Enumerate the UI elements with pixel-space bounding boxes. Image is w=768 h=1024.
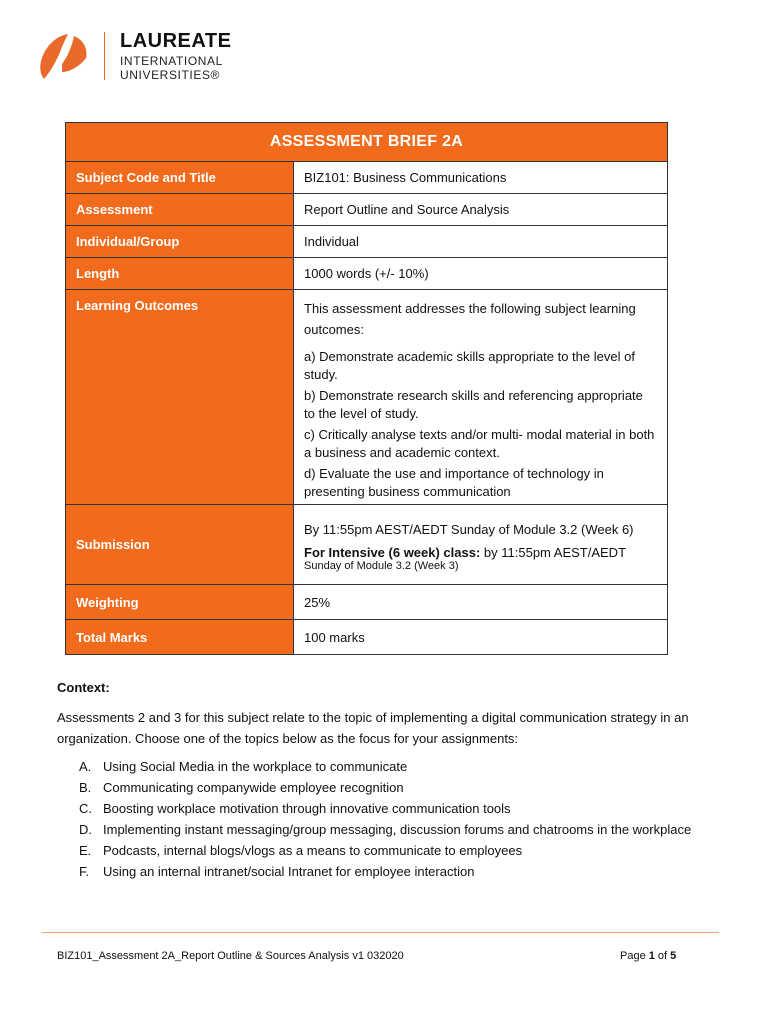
context-section [57, 680, 697, 883]
row-assessment [66, 194, 668, 226]
list-item [57, 757, 697, 778]
value-total-marks: 100 marks [294, 620, 668, 655]
value-assessment: Report Outline and Source Analysis [294, 194, 668, 226]
topic-letter: F. [79, 864, 90, 879]
page-current: 1 [648, 950, 655, 962]
value-length: 1000 words (+/- 10%) [294, 258, 668, 290]
value-group: Individual [294, 226, 668, 258]
footer-divider [42, 932, 719, 933]
footer-document-name: BIZ101_Assessment 2A_Report Outline & Sources Analysis v1 032020 [57, 950, 404, 962]
topic-text: Communicating companywide employee recognition [103, 780, 404, 795]
label-learning-outcomes: Learning Outcomes [66, 290, 294, 505]
topic-text: Using an internal intranet/social Intranet for employee interaction [103, 864, 475, 879]
label-weighting: Weighting [66, 585, 294, 620]
topic-text: Implementing instant messaging/group messaging, discussion forums and chatrooms in the workplace [103, 822, 692, 837]
topic-letter: D. [79, 822, 92, 837]
outcome-item: a) Demonstrate academic skills appropriate to the level of study. [304, 349, 635, 382]
outcome-item: c) Critically analyse texts and/or multi- modal material in both a business and academic context. [304, 427, 655, 460]
list-item [57, 799, 697, 820]
submission-deadline: By 11:55pm AEST/AEDT Sunday of Module 3.2 (Week 6) [304, 521, 634, 537]
value-weighting: 25% [294, 585, 668, 620]
page-word: Page [620, 950, 649, 962]
topic-text: Podcasts, internal blogs/vlogs as a means to communicate to employees [103, 843, 523, 858]
outcome-item: d) Evaluate the use and importance of technology in presenting business communication [304, 466, 604, 499]
brief-title: ASSESSMENT BRIEF 2A [66, 123, 668, 162]
row-submission [66, 505, 668, 585]
intensive-deadline: by 11:55pm AEST/AEDT [480, 544, 627, 560]
assessment-brief-table [65, 122, 668, 655]
row-learning-outcomes [66, 290, 668, 505]
row-subject [66, 162, 668, 194]
list-item [57, 841, 697, 862]
topic-letter: B. [79, 780, 92, 795]
label-total-marks: Total Marks [66, 620, 294, 655]
label-group: Individual/Group [66, 226, 294, 258]
intensive-deadline-week: Sunday of Module 3.2 (Week 3) [304, 559, 459, 572]
intensive-label: For Intensive (6 week) class: [304, 544, 481, 560]
page-total: 5 [670, 950, 677, 962]
list-item [57, 778, 697, 799]
outcome-item: b) Demonstrate research skills and referencing appropriate to the level of study. [304, 388, 643, 421]
label-length: Length [66, 258, 294, 290]
row-group [66, 226, 668, 258]
row-weighting [66, 585, 668, 620]
logo-divider [104, 32, 105, 80]
logo-text-laureate: LAUREATE [120, 30, 232, 52]
laureate-leaf-icon [38, 32, 90, 80]
topic-letter: C. [79, 801, 92, 816]
label-assessment: Assessment [66, 194, 294, 226]
row-length [66, 258, 668, 290]
value-subject: BIZ101: Business Communications [294, 162, 668, 194]
outcomes-intro: This assessment addresses the following subject learning outcomes: [304, 301, 636, 337]
submission-intensive [304, 545, 657, 560]
value-submission [294, 505, 668, 585]
laureate-logo [38, 30, 238, 82]
logo-text-universities: UNIVERSITIES® [120, 68, 220, 82]
topic-text: Boosting workplace motivation through innovative communication tools [103, 801, 511, 816]
list-item [57, 862, 697, 883]
page-of: of [654, 950, 671, 962]
logo-text-international: INTERNATIONAL [120, 54, 223, 68]
topic-letter: E. [79, 843, 92, 858]
topic-letter: A. [79, 759, 92, 774]
list-item [57, 820, 697, 841]
context-paragraph: Assessments 2 and 3 for this subject relate to the topic of implementing a digital communication strategy in an organization. Choose one of the topics below as the focus for your assignments: [57, 710, 689, 746]
row-total-marks [66, 620, 668, 655]
topic-text: Using Social Media in the workplace to communicate [103, 759, 408, 774]
label-submission: Submission [66, 505, 294, 585]
context-title: Context: [57, 680, 110, 695]
value-learning-outcomes [294, 290, 668, 505]
topic-list [57, 757, 697, 883]
footer-page-number [620, 950, 676, 962]
label-subject: Subject Code and Title [66, 162, 294, 194]
